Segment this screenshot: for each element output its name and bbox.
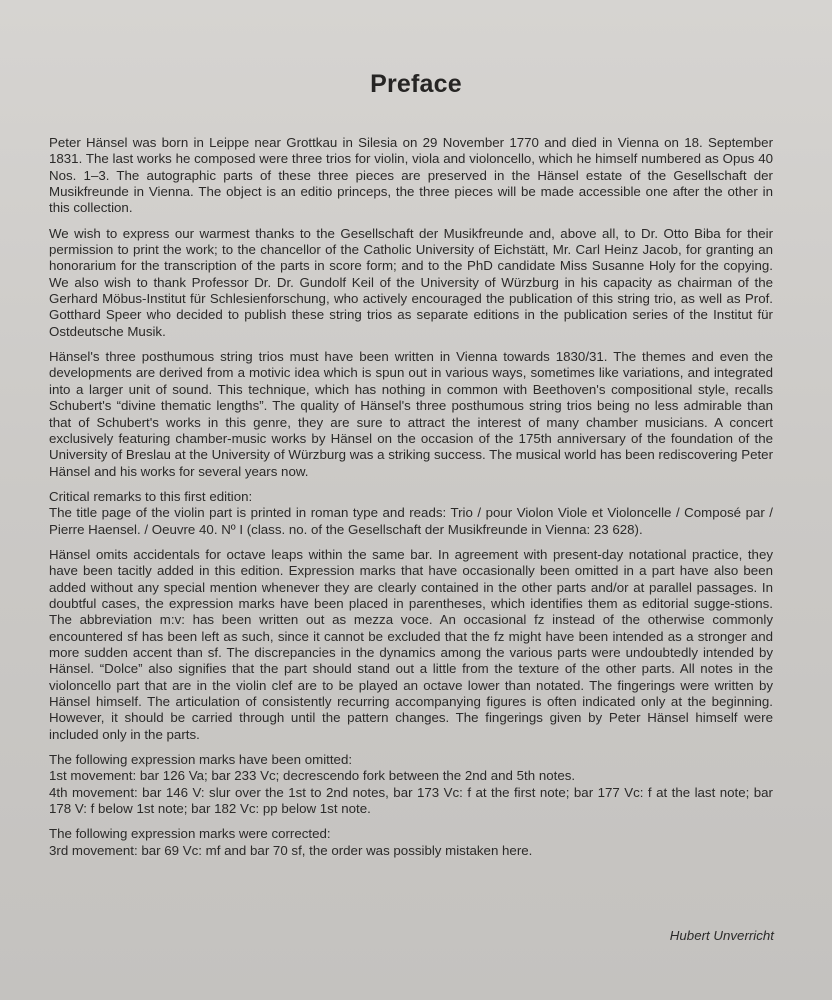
paragraph-editorial-practice: Hänsel omits accidentals for octave leaps within the same bar. In agreement with present-day notational practice, they have been tacitly added in this edition. Expression marks that have occasionally been omitted in a part have also been added without any special mention whenever they are clearly contained in the other parts and/or at parallel passages. In doubtful cases, the expression marks have been placed in parentheses, which identifies them as editorial sugge-stions. The abbreviation m:v: has been written out as mezza voce. An occasional fz instead of the otherwise commonly encountered sf has been left as such, since it cannot be excluded that the fz might have been intended as a stronger and more sudden accent than sf. The discrepancies in the dynamics among the various parts were undoubtedly intended by Hänsel. “Dolce” also signifies that the part should stand out a little from the texture of the other parts. All notes in the violoncello part that are in the violin clef are to be played an octave lower than notated. The fingerings were written by Hänsel himself. The articulation of consistently recurring accompanying figures is often indicated only at the beginning. However, it should be carried through until the pattern changes. The fingerings given by Peter Hänsel himself were included only in the parts. — [49, 546, 773, 742]
paragraph-biography: Peter Hänsel was born in Leippe near Grottkau in Silesia on 29 November 1770 and died in Vienna on 18. September 1831. The last works he composed were three trios for violin, viola and violoncello, which he himself numbered as Opus 40 Nos. 1–3. The autographic parts of these three pieces are preserved in the Hänsel estate of the Gesellschaft der Musikfreunde in Vienna. The object is an editio princeps, the three pieces will be made accessible one after the other in this collection. — [49, 135, 773, 216]
preface-body — [49, 135, 773, 868]
paragraph-style: Hänsel's three posthumous string trios must have been written in Vienna towards 1830/31. The themes and even the developments are derived from a motivic idea which is spun out in various ways, sometimes like variations, and integrated into a larger unit of sound. This technique, which has nothing in common with Beethoven's compositional style, recalls Schubert's “divine thematic lengths”. The quality of Hänsel's three posthumous string trios being no less admirable than that of Schubert's works in this genre, they are sure to attract the interest of many chamber musicians. A concert exclusively featuring chamber-music works by Hänsel on the occasion of the 175th anniversary of the foundation of the University of Breslau at the University of Würzburg was a striking success. The musical world has been rediscovering Peter Hänsel and his works for several years now. — [49, 349, 773, 479]
critical-remarks-heading: Critical remarks to this first edition: — [49, 488, 253, 504]
paragraph-critical-remarks — [49, 489, 773, 538]
title-page-note: The title page of the violin part is printed in roman type and reads: Trio / pour Violon Viole et Violoncelle / Composé par / Pierre Haensel. / Oeuvre 40. Nº I (class. no. of the Gesellschaft der Musikfreunde in Vienna: 23 628). — [49, 505, 773, 537]
corrected-marks-3rd-movement: 3rd movement: bar 69 Vc: mf and bar 70 sf, the order was possibly mistaken here. — [49, 842, 533, 858]
omitted-marks-heading: The following expression marks have been omitted: — [49, 752, 353, 768]
omitted-marks-1st-movement: 1st movement: bar 126 Va; bar 233 Vc; decrescendo fork between the 2nd and 5th notes. — [49, 768, 576, 784]
page-title: Preface — [370, 70, 462, 98]
omitted-marks-4th-movement: 4th movement: bar 146 V: slur over the 1st to 2nd notes, bar 173 Vc: f at the first note; bar 177 Vc: f at the last note; bar 178 V: f below 1st note; bar 182 Vc: pp below 1st note. — [49, 784, 773, 817]
author-signature: Hubert Unverricht — [669, 928, 774, 943]
paragraph-corrected-marks — [49, 826, 773, 859]
paragraph-acknowledgements: We wish to express our warmest thanks to the Gesellschaft der Musikfreunde and, above all, to Dr. Otto Biba for their permission to print the work; to the chancellor of the Catholic University of Eichstätt, Mr. Carl Heinz Jacob, for granting an honorarium for the transcription of the parts in score form; and to the PhD candidate Miss Susanne Holy for the copying. We also wish to thank Professor Dr. Dr. Gundolf Keil of the University of Würzburg in his capacity as chairman of the Gerhard Möbus-Institut für Schlesienforschung, who actively encouraged the publication of this string trio, as well as Prof. Gotthard Speer who decided to publish these string trios as separate editions in the publication series of the Institut für Ostdeutsche Musik. — [49, 225, 773, 339]
paragraph-omitted-marks — [49, 752, 773, 817]
corrected-marks-heading: The following expression marks were corrected: — [49, 826, 331, 842]
